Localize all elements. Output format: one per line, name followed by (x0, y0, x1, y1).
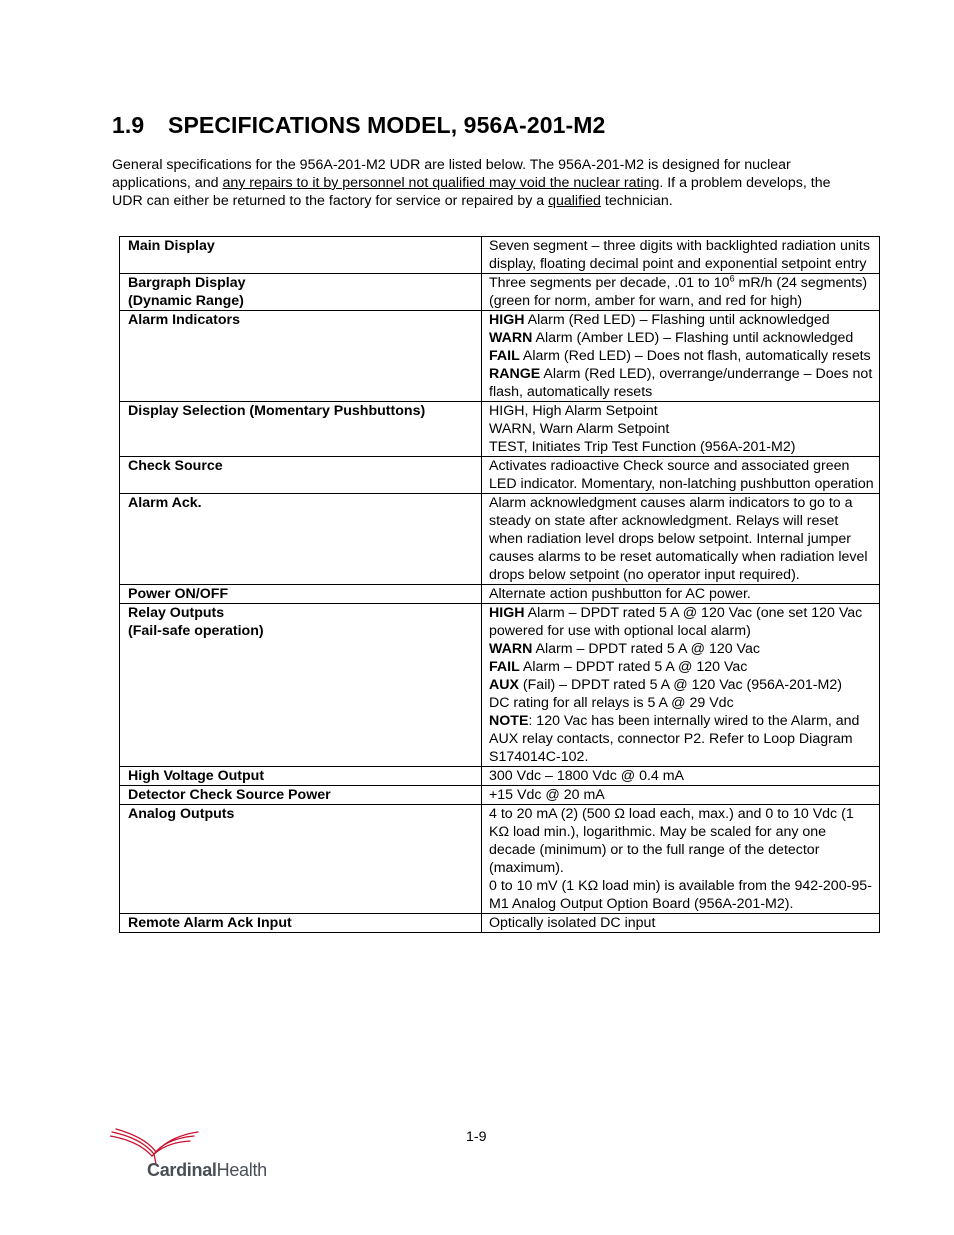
spec-label: Check Source (128, 458, 223, 474)
spec-value-text: Alarm (Amber LED) – Flashing until acknowledged (532, 330, 854, 346)
spec-label: Remote Alarm Ack Input (128, 915, 292, 931)
spec-value-text: WARN, Warn Alarm Setpoint (489, 421, 670, 437)
spec-value-line (489, 347, 875, 365)
spec-label-cell (120, 237, 482, 274)
spec-value-text: : 120 Vac has been internally wired to the Alarm, and AUX relay contacts, connector P2. Refer to Loop Diagram S174014C-102. (489, 713, 860, 765)
spec-label: Analog Outputs (128, 806, 235, 822)
spec-value-text: Three segments per decade, .01 to 10 (489, 275, 730, 291)
spec-label: Relay Outputs (128, 605, 225, 621)
intro-paragraph (112, 156, 852, 210)
spec-value-keyword: NOTE (489, 713, 529, 729)
spec-value-text: Alarm acknowledgment causes alarm indicators to go to a steady on state after acknowledgment. Relays will reset when radiation level drops below setpoint. Internal jumper causes alarms to be reset automatically when radiation level drops below setpoint (no operator input required). (489, 495, 868, 583)
spec-value-keyword: WARN (489, 330, 533, 346)
page-number: 1-9 (466, 1129, 487, 1145)
section-heading (112, 112, 605, 139)
spec-value-line (489, 329, 875, 347)
spec-value-cell (482, 604, 880, 767)
spec-value-line (489, 712, 875, 766)
spec-label: Main Display (128, 238, 215, 254)
spec-value-line (489, 585, 875, 603)
spec-value-cell (482, 311, 880, 402)
spec-value-cell (482, 457, 880, 494)
table-row (120, 237, 880, 274)
cardinal-health-logo (110, 1128, 270, 1182)
spec-value-line (489, 767, 875, 785)
spec-value-line (489, 494, 875, 584)
section-title: SPECIFICATIONS MODEL, 956A-201-M2 (168, 112, 606, 138)
spec-value-text: Optically isolated DC input (489, 915, 656, 931)
spec-value-text: +15 Vdc @ 20 mA (489, 787, 605, 803)
table-row (120, 457, 880, 494)
spec-value-line (489, 604, 875, 640)
intro-text-1: General specifications for the 956A-201-M2 UDR are listed below. The 956A-201-M2 is designed for nuclear applications, and (112, 157, 791, 191)
intro-underlined-warning: any repairs to it by personnel not qualified may void the nuclear rating (222, 175, 660, 191)
spec-value-line (489, 438, 875, 456)
spec-value-text: mR/h (24 segments) (green for norm, amber for warn, and red for high) (489, 275, 868, 309)
spec-label: Alarm Ack. (128, 495, 202, 511)
spec-value-text: Alternate action pushbutton for AC power. (489, 586, 751, 602)
spec-value-keyword: RANGE (489, 366, 541, 382)
spec-label-cell (120, 274, 482, 311)
spec-value-line (489, 402, 875, 420)
spec-value-cell (482, 402, 880, 457)
spec-value-text: (Fail) – DPDT rated 5 A @ 120 Vac (956A-201-M2) (518, 677, 842, 693)
spec-value-keyword: HIGH (489, 605, 525, 621)
spec-value-text: DC rating for all relays is 5 A @ 29 Vdc (489, 695, 734, 711)
spec-value-text: TEST, Initiates Trip Test Function (956A-201-M2) (489, 439, 796, 455)
spec-label: Display Selection (Momentary Pushbuttons) (128, 403, 426, 419)
table-row (120, 494, 880, 585)
spec-value-line (489, 877, 875, 913)
spec-label-cell (120, 767, 482, 786)
spec-value-line (489, 805, 875, 877)
section-number: 1.9 (112, 112, 145, 138)
spec-label-cell (120, 311, 482, 402)
spec-value-text: Alarm (Red LED) – Does not flash, automatically resets (519, 348, 871, 364)
spec-value-text: Seven segment – three digits with backlighted radiation units display, floating decimal point and exponential setpoint entry (489, 238, 870, 272)
intro-text-2: . If a problem develops, the UDR can either be returned to the factory for service or repaired by a (112, 175, 831, 209)
table-row (120, 805, 880, 914)
spec-value-line (489, 274, 875, 310)
spec-label-cell (120, 402, 482, 457)
spec-label: High Voltage Output (128, 768, 265, 784)
spec-value-line (489, 311, 875, 329)
spec-value-text: Alarm – DPDT rated 5 A @ 120 Vac (519, 659, 748, 675)
spec-value-cell (482, 274, 880, 311)
spec-value-line (489, 457, 875, 493)
spec-value-text: Alarm – DPDT rated 5 A @ 120 Vac (one set 120 Vac powered for use with optional local alarm) (489, 605, 863, 639)
spec-value-cell (482, 914, 880, 933)
table-row (120, 604, 880, 767)
specifications-table-body (120, 237, 880, 933)
spec-label: Detector Check Source Power (128, 787, 331, 803)
spec-value-line (489, 640, 875, 658)
spec-value-line (489, 365, 875, 401)
spec-value-keyword: FAIL (489, 659, 520, 675)
table-row (120, 274, 880, 311)
spec-value-text: Alarm (Red LED), overrange/underrange – Does not flash, automatically resets (489, 366, 873, 400)
spec-value-keyword: FAIL (489, 348, 520, 364)
spec-label: (Dynamic Range) (128, 293, 244, 309)
spec-value-line (489, 420, 875, 438)
table-row (120, 402, 880, 457)
spec-value-text: 4 to 20 mA (2) (500 Ω load each, max.) and 0 to 10 Vdc (1 KΩ load min.), logarithmic. May be scaled for any one decade (minimum) or to the full range of the detector (maximum). (489, 806, 854, 876)
spec-value-cell (482, 767, 880, 786)
spec-label: Power ON/OFF (128, 586, 229, 602)
spec-value-line (489, 694, 875, 712)
spec-label-cell (120, 604, 482, 767)
spec-value-cell (482, 786, 880, 805)
spec-value-line (489, 237, 875, 273)
spec-value-text: Alarm (Red LED) – Flashing until acknowledged (524, 312, 830, 328)
intro-underlined-qualified: qualified (548, 193, 601, 209)
spec-label: (Fail-safe operation) (128, 623, 264, 639)
table-row (120, 914, 880, 933)
spec-value-cell (482, 494, 880, 585)
spec-value-line (489, 658, 875, 676)
table-row (120, 311, 880, 402)
spec-value-cell (482, 805, 880, 914)
spec-label-cell (120, 786, 482, 805)
spec-value-keyword: WARN (489, 641, 533, 657)
intro-text-3: technician. (600, 193, 673, 209)
spec-label-cell (120, 585, 482, 604)
spec-label: Bargraph Display (128, 275, 246, 291)
spec-value-keyword: HIGH (489, 312, 525, 328)
spec-value-text: HIGH, High Alarm Setpoint (489, 403, 658, 419)
table-row (120, 767, 880, 786)
spec-value-text: 0 to 10 mV (1 KΩ load min) is available from the 942-200-95-M1 Analog Output Option Board (956A-201-M2). (489, 878, 872, 912)
spec-label-cell (120, 805, 482, 914)
spec-value-text: Alarm – DPDT rated 5 A @ 120 Vac (532, 641, 760, 657)
specifications-table (119, 236, 880, 933)
spec-label: Alarm Indicators (128, 312, 240, 328)
spec-label-cell (120, 457, 482, 494)
spec-label-cell (120, 914, 482, 933)
spec-value-cell (482, 585, 880, 604)
spec-value-cell (482, 237, 880, 274)
spec-value-exponent: 6 (729, 273, 735, 284)
spec-value-line (489, 786, 875, 804)
table-row (120, 585, 880, 604)
table-row (120, 786, 880, 805)
spec-value-text: Activates radioactive Check source and associated green LED indicator. Momentary, non-latching pushbutton operation (489, 458, 874, 492)
spec-value-keyword: AUX (489, 677, 519, 693)
spec-value-text: 300 Vdc – 1800 Vdc @ 0.4 mA (489, 768, 685, 784)
spec-value-line (489, 676, 875, 694)
spec-value-line (489, 914, 875, 932)
logo-wordmark: CardinalHealth (147, 1160, 267, 1180)
spec-label-cell (120, 494, 482, 585)
